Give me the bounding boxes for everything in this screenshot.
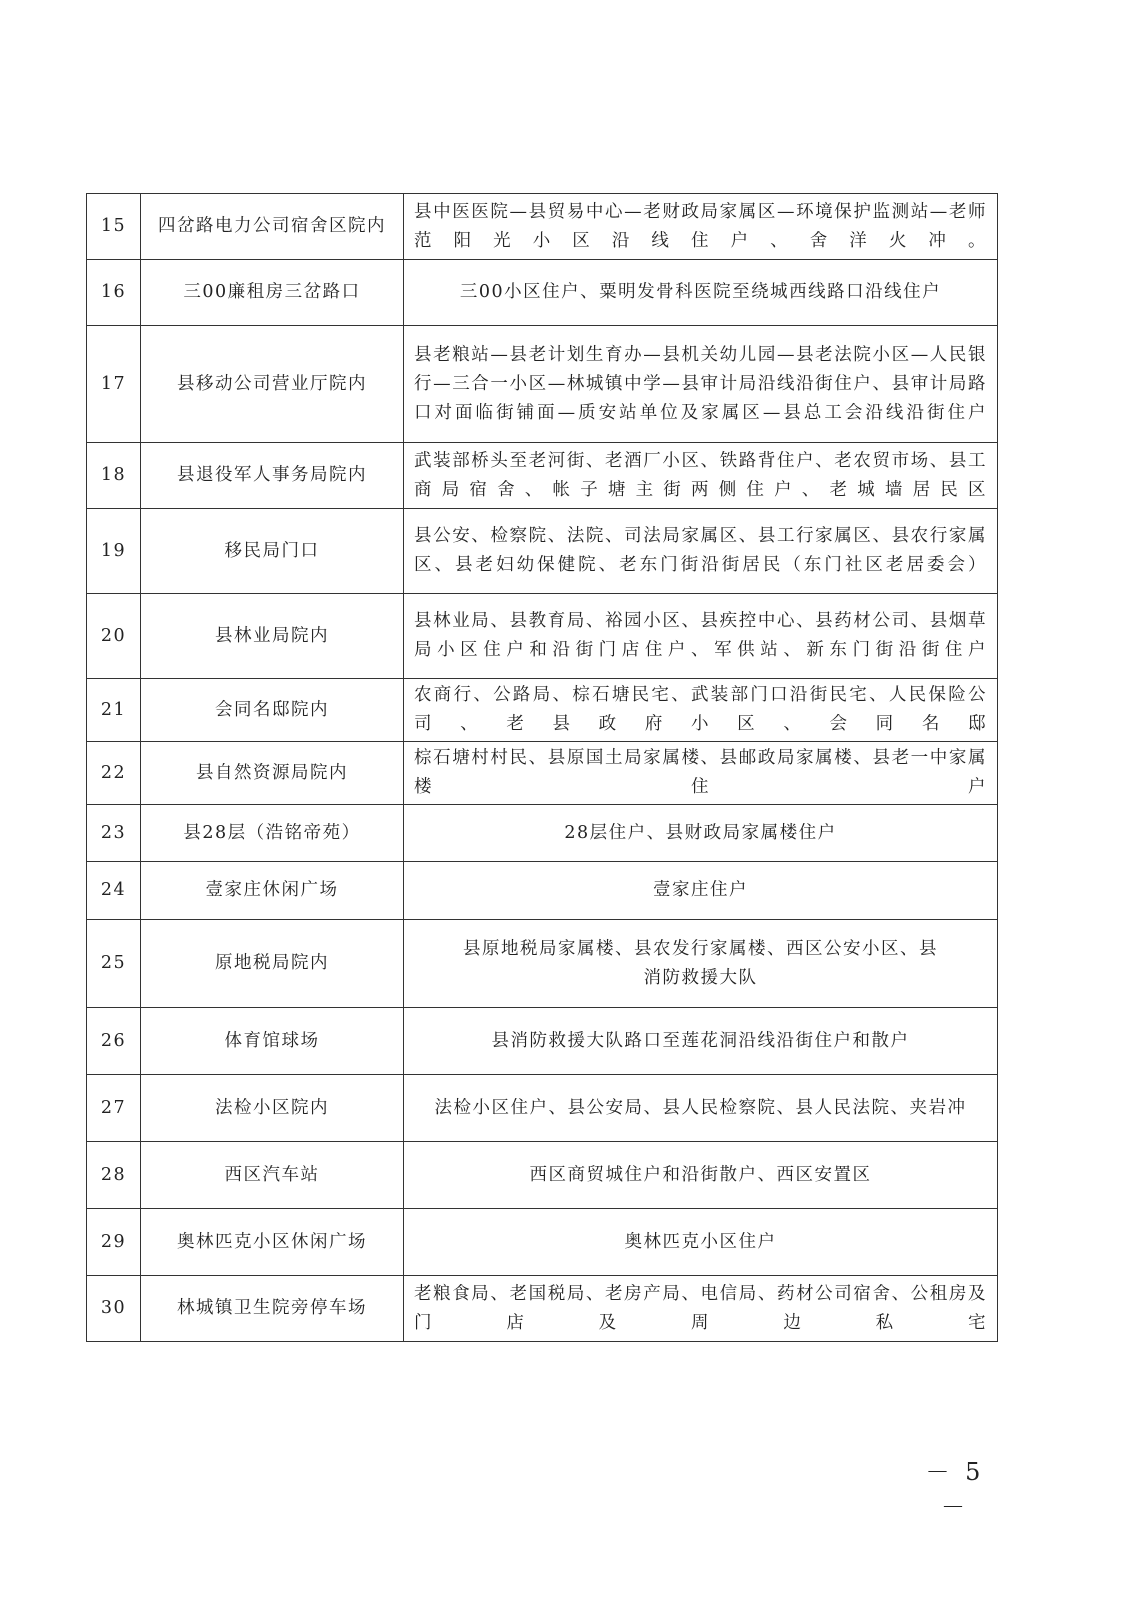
row-number: 29 <box>87 1209 141 1276</box>
service-area-cell: 法检小区住户、县公安局、县人民检察院、县人民法院、夹岩冲 <box>404 1075 998 1142</box>
table-row <box>87 443 998 509</box>
row-number: 26 <box>87 1008 141 1075</box>
service-area-cell: 县中医医院—县贸易中心—老财政局家属区—环境保护监测站—老师范阳光小区沿线住户、舍洋火冲。 <box>404 194 998 260</box>
row-number: 20 <box>87 594 141 679</box>
row-number: 22 <box>87 742 141 805</box>
table-row <box>87 805 998 862</box>
table-row <box>87 862 998 920</box>
row-number: 18 <box>87 443 141 509</box>
location-cell: 壹家庄休闲广场 <box>141 862 404 920</box>
service-area-cell: 县原地税局家属楼、县农发行家属楼、西区公安小区、县消防救援大队 <box>404 920 998 1008</box>
location-cell: 法检小区院内 <box>141 1075 404 1142</box>
table-row <box>87 509 998 594</box>
row-number: 28 <box>87 1142 141 1209</box>
service-area-cell: 三00小区住户、粟明发骨科医院至绕城西线路口沿线住户 <box>404 260 998 326</box>
table-row <box>87 194 998 260</box>
table-row <box>87 326 998 443</box>
location-cell: 县自然资源局院内 <box>141 742 404 805</box>
row-number: 25 <box>87 920 141 1008</box>
table-row <box>87 1142 998 1209</box>
table-row <box>87 742 998 805</box>
location-cell: 奥林匹克小区休闲广场 <box>141 1209 404 1276</box>
location-cell: 县林业局院内 <box>141 594 404 679</box>
collection-points-table <box>86 193 998 1342</box>
location-cell: 县28层（浩铭帝苑） <box>141 805 404 862</box>
row-number: 16 <box>87 260 141 326</box>
location-cell: 原地税局院内 <box>141 920 404 1008</box>
location-cell: 四岔路电力公司宿舍区院内 <box>141 194 404 260</box>
table-row <box>87 1075 998 1142</box>
table-row <box>87 1276 998 1342</box>
row-number: 24 <box>87 862 141 920</box>
location-cell: 县退役军人事务局院内 <box>141 443 404 509</box>
service-area-cell: 棕石塘村村民、县原国土局家属楼、县邮政局家属楼、县老一中家属楼住户 <box>404 742 998 805</box>
service-area-cell: 奥林匹克小区住户 <box>404 1209 998 1276</box>
table-row <box>87 260 998 326</box>
location-cell: 会同名邸院内 <box>141 679 404 742</box>
row-number: 27 <box>87 1075 141 1142</box>
row-number: 30 <box>87 1276 141 1342</box>
location-cell: 西区汽车站 <box>141 1142 404 1209</box>
location-cell: 体育馆球场 <box>141 1008 404 1075</box>
service-area-cell: 县老粮站—县老计划生育办—县机关幼儿园—县老法院小区—人民银行—三合一小区—林城镇中学—县审计局沿线沿街住户、县审计局路口对面临街铺面—质安站单位及家属区—县总工会沿线沿街住户 <box>404 326 998 443</box>
row-number: 17 <box>87 326 141 443</box>
table-row <box>87 1008 998 1075</box>
row-number: 15 <box>87 194 141 260</box>
table-row <box>87 594 998 679</box>
row-number: 23 <box>87 805 141 862</box>
page-number: － 5 － <box>925 1458 985 1521</box>
row-number: 21 <box>87 679 141 742</box>
location-cell: 移民局门口 <box>141 509 404 594</box>
service-area-cell: 县消防救援大队路口至莲花洞沿线沿街住户和散户 <box>404 1008 998 1075</box>
service-area-cell: 县公安、检察院、法院、司法局家属区、县工行家属区、县农行家属区、县老妇幼保健院、老东门街沿街居民（东门社区老居委会） <box>404 509 998 594</box>
location-cell: 三00廉租房三岔路口 <box>141 260 404 326</box>
service-area-cell: 西区商贸城住户和沿街散户、西区安置区 <box>404 1142 998 1209</box>
location-cell: 县移动公司营业厅院内 <box>141 326 404 443</box>
location-cell: 林城镇卫生院旁停车场 <box>141 1276 404 1342</box>
service-area-cell: 28层住户、县财政局家属楼住户 <box>404 805 998 862</box>
service-area-cell: 壹家庄住户 <box>404 862 998 920</box>
service-area-cell: 老粮食局、老国税局、老房产局、电信局、药材公司宿舍、公租房及门店及周边私宅 <box>404 1276 998 1342</box>
table-row <box>87 920 998 1008</box>
table-row <box>87 679 998 742</box>
row-number: 19 <box>87 509 141 594</box>
service-area-cell: 武装部桥头至老河街、老酒厂小区、铁路背住户、老农贸市场、县工商局宿舍、帐子塘主街两侧住户、老城墙居民区 <box>404 443 998 509</box>
table-row <box>87 1209 998 1276</box>
service-area-cell: 县林业局、县教育局、裕园小区、县疾控中心、县药材公司、县烟草局小区住户和沿街门店住户、军供站、新东门街沿街住户 <box>404 594 998 679</box>
service-area-cell: 农商行、公路局、棕石塘民宅、武装部门口沿街民宅、人民保险公司、老县政府小区、会同名邸 <box>404 679 998 742</box>
